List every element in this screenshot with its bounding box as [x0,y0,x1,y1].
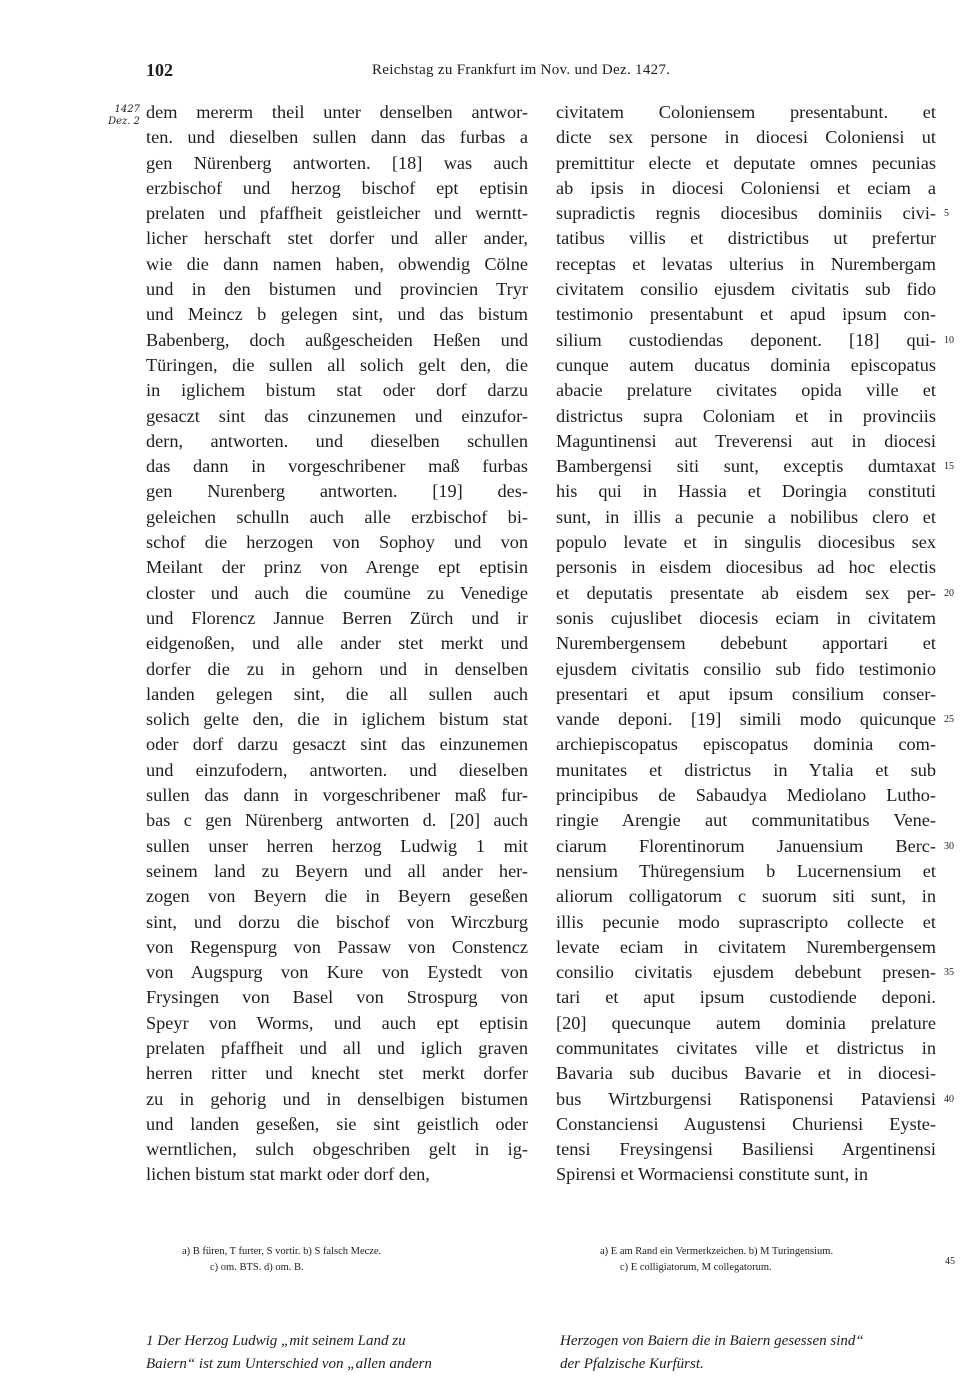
text-line: receptas et levatas ulterius in Nurembergam [556,253,936,274]
text-line: gesaczt sint das cinzunemen und einzufor- [146,405,528,426]
text-line: premittitur electe et deputate omnes pecunias [556,152,936,173]
text-line: abacie prelature civitates opida ville et [556,380,936,401]
footnote-line-number: 45 [945,1256,955,1267]
text-line: munitates et districtus in Ytalia et sub [556,759,936,780]
text-line: und landen geseßen, sie sint geistlich oder [146,1113,528,1134]
line-number: 5 [944,208,949,220]
text-line: und in den bistumen und provincien Tryr [146,279,528,300]
text-line: werntlichen, sulch obgeschriben gelt in ig- [146,1139,528,1160]
line-number: 40 [944,1093,954,1105]
text-line: sullen das dann in vorgeschribener maß fur- [146,785,528,806]
note-line: Herzogen von Baiern die in Baiern gesessen sind“ [560,1333,864,1349]
historical-note-left [146,1330,528,1376]
margin-date-year: 1427 [114,104,140,115]
latin-text-column [556,100,936,1188]
german-text-column [146,100,528,1188]
text-line: tatibus villis et districtibus ut prefertur [556,228,936,249]
text-line: herren ritter und knecht stet merkt dorfer [146,1063,528,1084]
text-line: ab ipsis in diocesi Coloniensi et eciam a [556,177,936,198]
text-line: bas c gen Nürenberg antworten d. [20] auch [146,810,528,831]
text-line: illis pecunie modo suprascripto collecte et [556,911,936,932]
text-line: [20] quecunque autem dominia prelature [556,1012,936,1033]
text-line: Babenberg, doch außgescheiden Heßen und [146,329,528,350]
margin-date [100,104,140,128]
text-line: archiepiscopatus episcopatus dominia com- [556,734,936,755]
line-number: 30 [944,840,954,852]
text-line: prelaten und pfaffheit geistleicher und werntt- [146,203,528,224]
line-number: 15 [944,461,954,473]
text-line: sunt, in illis a pecunie a nobilibus clero et [556,506,936,527]
text-line: bus Wirtzburgensi Ratisponensi Pataviensi [556,1088,936,1109]
text-line: Meilant der prinz von Arenge ept eptisin [146,557,528,578]
text-line: das dann in vorgeschribener maß furbas [146,456,528,477]
text-line: Bavaria sub ducibus Bavarie et in diocesi- [556,1063,936,1084]
running-header [146,60,936,86]
text-line: landen gelegen sint, die all sullen auch [146,683,528,704]
text-line: principibus de Sabaudya Mediolano Lutho- [556,785,936,806]
text-line: sint, und dorzu die bischof von Wirczburg [146,911,528,932]
text-line: seinem land zu Beyern und all ander her- [146,860,528,881]
text-line: und einzufodern, antworten. und dieselben [146,759,528,780]
text-line: ciarum Florentinorum Januensium Berc- [556,835,936,856]
footnote-line: a) E am Rand ein Vermerkzeichen. b) M Turingensium. [600,1246,834,1257]
text-line: Constanciensi Augustensi Churiensi Eyste- [556,1113,936,1134]
line-number: 20 [944,587,954,599]
footnotes-right [600,1244,940,1276]
note-line: der Pfalzische Kurfürst. [560,1356,704,1372]
text-line: tari et aput ipsum custodiende deponi. [556,987,936,1008]
text-line: Spirensi et Wormaciensi constitute sunt, in [556,1164,868,1185]
text-line: lichen bistum stat markt oder dorf den, [146,1164,430,1185]
text-line: civitatem Coloniensem presentabunt. et [556,102,936,122]
text-line: wie die dann namen haben, obwendig Cölne [146,253,528,274]
running-title: Reichstag zu Frankfurt im Nov. und Dez. 1427. [372,62,671,78]
margin-date-day: Dez. 2 [108,116,140,127]
footnote-line: c) E colligiatorum, M collegatorum. [620,1262,772,1273]
text-line: ringie Arengie aut communitatibus Vene- [556,810,936,831]
text-line: geleichen schulln auch alle erzbischof bi- [146,506,528,527]
text-line: solich gelte den, die in iglichem bistum stat [146,709,528,730]
text-line: closter und auch die coumüne zu Venedige [146,582,528,603]
text-line: consilio civitatis ejusdem debebunt presen- [556,962,936,983]
text-line: testimonio presentabunt et apud ipsum con- [556,304,936,325]
text-line: presentari et aput ipsum consilium conser- [556,683,936,704]
text-line: vande deponi. [19] simili modo quicunque [556,709,936,730]
text-line: civitatem consilio ejusdem civitatis sub fido [556,279,936,300]
historical-note-right [560,1330,940,1376]
text-line: Nurembergensem debebunt apportari et [556,633,936,654]
text-line: nensium Thüregensium b Lucernensium et [556,860,936,881]
text-line: Frysingen von Basel von Strospurg von [146,987,528,1008]
text-line: zu in gehorig und in denselbigen bistumen [146,1088,528,1109]
text-line: sonis cujuslibet diocesis eciam in civitatem [556,607,936,628]
text-line: cunque autem ducatus dominia episcopatus [556,354,936,375]
footnote-line: c) om. BTS. d) om. B. [210,1262,304,1273]
note-line: Baiern“ ist zum Unterschied von „allen andern [146,1356,432,1372]
text-line: supradictis regnis diocesibus dominiis civi- [556,203,936,224]
text-line: dicte sex persone in diocesi Coloniensi ut [556,127,936,148]
text-line: tensi Freysingensi Basiliensi Argentinensi [556,1139,936,1160]
text-line: zogen von Beyern die in Beyern geseßen [146,886,528,907]
text-line: von Regenspurg von Passaw von Constencz [146,936,528,957]
text-line: communitates civitates ville et districtus in [556,1037,936,1058]
text-line: in iglichem bistum stat oder dorf darzu [146,380,528,401]
text-line: his qui in Hassia et Doringia constituti [556,481,936,502]
text-line: gen Nurenberg antworten. [19] des- [146,481,528,502]
text-line: levate eciam in civitatem Nurembergensem [556,936,936,957]
text-line: Türingen, die sullen all solich gelt den, die [146,354,528,375]
text-line: et deputatis presentate ab eisdem sex per- [556,582,936,603]
text-line: dem mererm theil unter denselben antwor- [146,102,528,122]
text-line: populo levate et in singulis diocesibus sex [556,532,936,553]
text-line: oder dorf darzu gesaczt sint das einzunemen [146,734,528,755]
line-number: 35 [944,967,954,979]
text-line: Speyr von Worms, und auch ept eptisin [146,1012,528,1033]
text-line: ejusdem civitatis consilio sub fido testimonio [556,658,936,679]
text-line: Bambergensi siti sunt, exceptis dumtaxat [556,456,936,477]
text-line: ten. und dieselben sullen dann das furbas a [146,127,528,148]
text-line: districtus supra Coloniam et in provinciis [556,405,936,426]
text-line: dern, antworten. und dieselben schullen [146,430,528,451]
text-line: aliorum colligatorum c suorum siti sunt, in [556,886,936,907]
text-line: sullen unser herren herzog Ludwig 1 mit [146,835,528,856]
text-line: silium custodiendas deponent. [18] qui- [556,329,936,350]
text-line: licher herschaft stet dorfer und aller ander, [146,228,528,249]
text-line: und Florencz Jannue Berren Zürch und ir [146,607,528,628]
text-line: dorfer die zu in gehorn und in denselben [146,658,528,679]
text-line: Maguntinensi aut Treverensi aut in diocesi [556,430,936,451]
text-line: von Augspurg von Kure von Eystedt von [146,962,528,983]
text-line: schof die herzogen von Sophoy und von [146,532,528,553]
note-line: 1 Der Herzog Ludwig „mit seinem Land zu [146,1333,406,1349]
text-line: erzbischof und herzog bischof ept eptisin [146,177,528,198]
text-line: gen Nürenberg antworten. [18] was auch [146,152,528,173]
page-number: 102 [146,60,173,80]
footnote-line: a) B füren, T furter, S vortir. b) S falsch Mecze. [182,1246,382,1257]
text-line: eidgenoßen, und alle ander stet merkt und [146,633,528,654]
line-number: 10 [944,334,954,346]
line-number: 25 [944,714,954,726]
text-line: personis in eisdem diocesibus ad hoc electis [556,557,936,578]
text-line: prelaten pfaffheit und all und iglich graven [146,1037,528,1058]
footnotes-left [182,1244,542,1276]
text-line: und Meincz b gelegen sint, und das bistum [146,304,528,325]
